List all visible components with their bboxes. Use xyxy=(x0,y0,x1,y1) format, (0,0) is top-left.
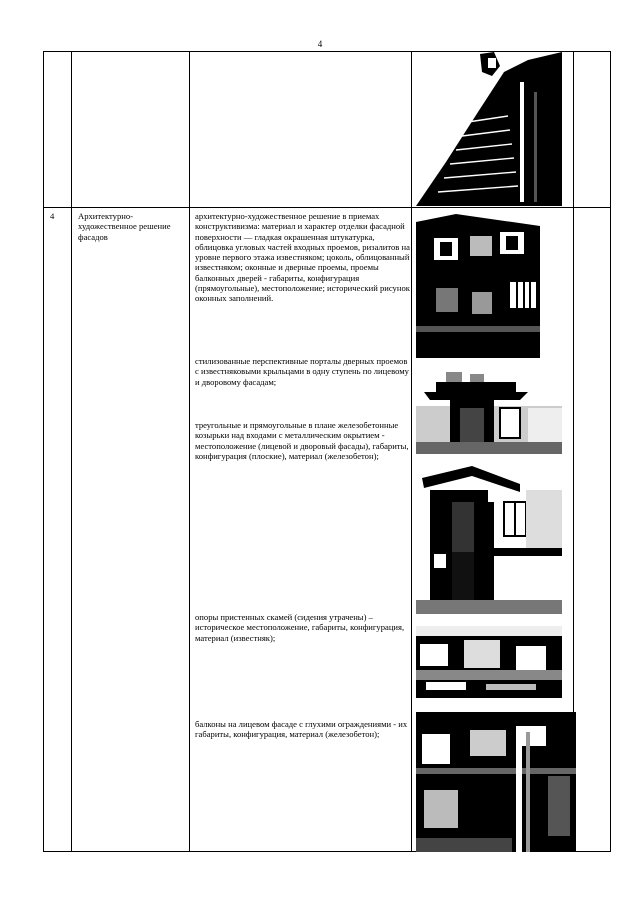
description-balconies: балконы на лицевом фасаде с глухими ограждениями - их габариты, конфигурация, материал (железобетон); xyxy=(195,719,408,740)
photo-balconies xyxy=(416,712,576,852)
row-title: Архитектурно-художественное решение фасадов xyxy=(78,211,171,242)
description-canopies: треугольные и прямоугольные в плане железобетонные козырьки над входами с металлическим окрытием - местоположение (лицевой и дворовый фасады), габариты, конфигурация (плоские), материал (железобетон); xyxy=(195,420,409,461)
attributes-table xyxy=(43,51,611,852)
description-bench-supports: опоры пристенных скамей (сидения утрачены) –историческое местоположение, габариты, конфигурация, материал (известняк); xyxy=(195,612,405,643)
column-divider xyxy=(189,52,190,851)
photo-facade-windows xyxy=(416,208,540,358)
column-divider xyxy=(411,52,412,851)
photo-building-corner xyxy=(416,52,562,206)
column-divider xyxy=(71,52,72,851)
page-number: 4 xyxy=(317,39,323,49)
description-facade-finish: архитектурно-художественное решение в приемах конструктивизма: материал и характер отделки фасадной поверхности — гладкая окрашенная штукатурка, облицовка угловых частей входных проемов, ризалитов на уровне первого этажа известняком; цоколь, облицованный известняком; оконные и дверные проемы, проемы балконных дверей - габариты, конфигурация (прямоугольные), местоположение; исторический рисунок оконных заполнений. xyxy=(195,211,410,304)
description-portals: стилизованные перспективные порталы дверных проемов с известняковыми крыльцами в одну ступень по лицевому и дворовому фасадам; xyxy=(195,356,409,387)
row-number: 4 xyxy=(50,211,55,221)
photo-bench-supports xyxy=(416,626,562,698)
photo-entrance-portal xyxy=(416,368,562,454)
photo-corner-entrance xyxy=(416,464,562,614)
